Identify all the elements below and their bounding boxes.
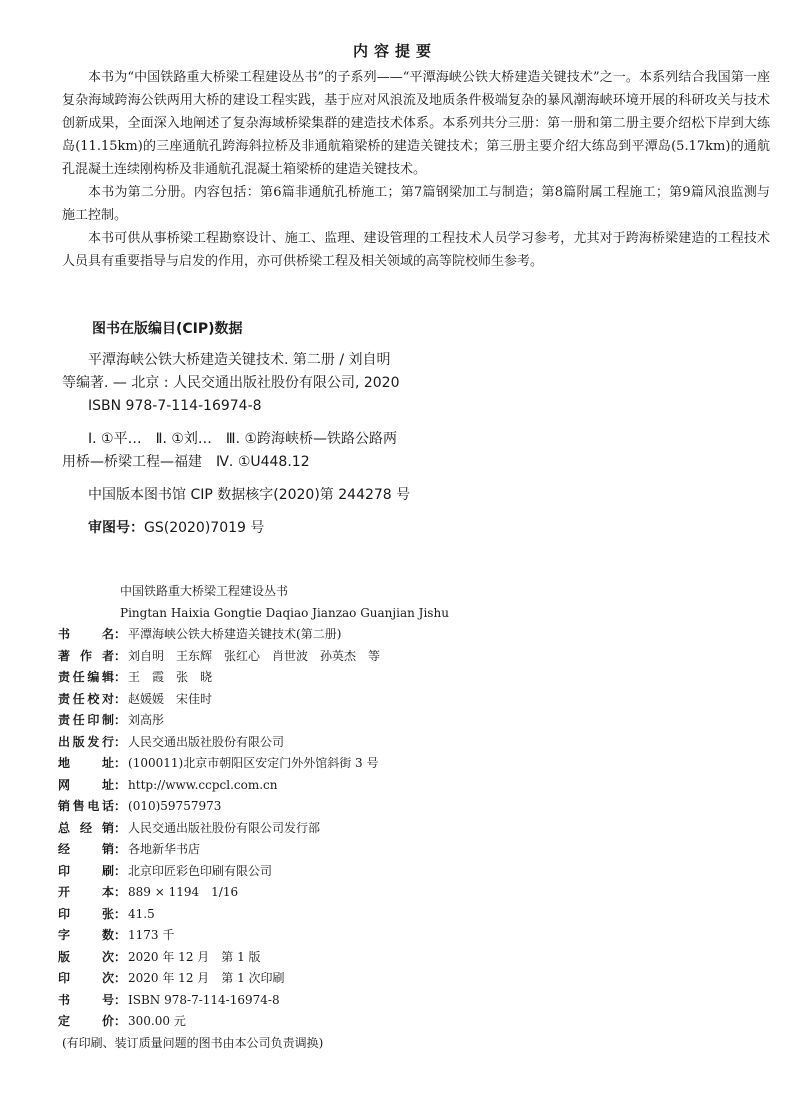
quality-note: (有印刷、装订质量问题的图书由本公司负责调换) xyxy=(62,1035,324,1050)
colophon-colon: ： xyxy=(114,777,127,792)
colophon-value: 北京印匠彩色印刷有限公司 xyxy=(128,863,273,878)
cip-line: 等编著. — 北京 : 人民交通出版社股份有限公司, 2020 xyxy=(62,375,400,391)
colophon-value: (010)59757973 xyxy=(128,799,222,813)
colophon-row xyxy=(58,710,770,732)
colophon-row xyxy=(58,990,770,1012)
cip-heading: 图书在版编目(CIP)数据 xyxy=(92,321,243,337)
map-review-number xyxy=(62,517,770,540)
colophon-colon: ： xyxy=(114,928,127,942)
colophon-label: 印张 xyxy=(58,906,114,921)
colophon-colon: ： xyxy=(114,949,127,964)
colophon-row xyxy=(58,624,770,646)
colophon-value: 各地新华书店 xyxy=(128,842,201,856)
colophon-value: 平潭海峡公铁大桥建造关键技术(第二册) xyxy=(128,627,342,641)
colophon-row xyxy=(58,904,770,926)
colophon-label: 印刷 xyxy=(58,863,114,878)
colophon-label: 责任印制 xyxy=(58,713,114,727)
summary-paragraph: 本书为“中国铁路重大桥梁工程建设丛书”的子系列——“平潭海峡公铁大桥建造关键技术”之一。本系列结合我国第一座复杂海域跨海公铁两用大桥的建设工程实践，基于应对风浪流及地质条件极端复杂的暴风潮海峡环境开展的科研攻关与技术创新成果，全面深入地阐述了复杂海域桥梁集群的建造技术体系。本系列共分三册：第一册和第二册主要介绍松下岸到大练岛(11.15km)的三座通航孔跨海斜拉桥及非通航箱梁桥的建造关键技术；第三册主要介绍大练岛到平潭岛(5.17km)的通航孔混凝土连续刚构桥及非通航孔混凝土箱梁桥的建造关键技术。 xyxy=(62,70,770,177)
colophon-value: ISBN 978-7-114-16974-8 xyxy=(128,992,280,1007)
colophon-row xyxy=(58,839,770,861)
colophon-row xyxy=(58,646,770,668)
colophon-row xyxy=(58,947,770,969)
colophon-row xyxy=(58,732,770,754)
map-review-label: 审图号： xyxy=(88,520,144,536)
colophon-value: 2020 年 12 月 第 1 次印刷 xyxy=(128,971,285,985)
colophon-value: http://www.ccpcl.com.cn xyxy=(128,777,278,792)
colophon-row xyxy=(58,1011,770,1033)
colophon-list xyxy=(58,624,770,1033)
colophon-label: 销售电话 xyxy=(58,799,114,813)
colophon-row xyxy=(58,925,770,947)
colophon-value: (100011)北京市朝阳区安定门外外馆斜街 3 号 xyxy=(128,756,379,770)
cip-line: ISBN 978-7-114-16974-8 xyxy=(88,398,262,414)
colophon-colon: ： xyxy=(114,863,127,878)
colophon-label: 版次 xyxy=(58,949,114,964)
colophon-colon: ： xyxy=(114,885,127,899)
colophon-label: 出版发行 xyxy=(58,734,114,749)
colophon-colon: ： xyxy=(114,906,127,921)
colophon-colon: ： xyxy=(114,691,127,706)
colophon-row xyxy=(58,882,770,904)
colophon-label: 开本 xyxy=(58,885,114,899)
colophon-label: 总经销 xyxy=(58,820,114,835)
series-block xyxy=(62,580,770,624)
colophon-label: 印次 xyxy=(58,971,114,985)
colophon-value: 王 霞 张 晓 xyxy=(128,670,213,684)
colophon-colon: ： xyxy=(114,1014,127,1028)
cip-line: Ⅰ. ①平… Ⅱ. ①刘… Ⅲ. ①跨海峡桥—铁路公路两 xyxy=(88,431,398,447)
colophon-value: 刘自明 王东辉 张红心 肖世波 孙英杰 等 xyxy=(128,648,381,663)
colophon-value: 刘高彤 xyxy=(128,713,165,727)
colophon-label: 责任编辑 xyxy=(58,670,114,684)
colophon-value: 1173 千 xyxy=(128,928,175,942)
colophon-value: 人民交通出版社股份有限公司发行部 xyxy=(128,820,321,835)
colophon-value: 赵媛媛 宋佳时 xyxy=(128,691,213,706)
colophon-colon: ： xyxy=(114,670,127,684)
colophon-value: 41.5 xyxy=(128,906,155,921)
colophon-colon: ： xyxy=(114,992,127,1007)
colophon-row xyxy=(58,861,770,883)
series-pinyin: Pingtan Haixia Gongtie Daqiao Jianzao Guanjian Jishu xyxy=(120,606,449,620)
colophon-colon: ： xyxy=(114,820,127,835)
colophon-label: 地址 xyxy=(58,756,114,770)
colophon-colon: ： xyxy=(114,648,127,663)
colophon-colon: ： xyxy=(114,756,127,770)
colophon-row xyxy=(58,775,770,797)
summary-title: 内容提要 xyxy=(352,42,437,60)
colophon-row xyxy=(58,796,770,818)
colophon-label: 经销 xyxy=(58,842,114,856)
cip-line: 用桥—桥梁工程—福建 Ⅳ. ①U448.12 xyxy=(62,454,310,470)
summary-paragraph: 本书为第二分册。内容包括：第6篇非通航孔桥施工；第7篇钢梁加工与制造；第8篇附属工程施工；第9篇风浪监测与施工控制。 xyxy=(62,185,770,223)
colophon-label: 书名 xyxy=(58,627,114,641)
series-title: 中国铁路重大桥梁工程建设丛书 xyxy=(120,584,289,598)
colophon-value: 2020 年 12 月 第 1 版 xyxy=(128,949,261,964)
colophon-row xyxy=(58,968,770,990)
colophon-colon: ： xyxy=(114,713,127,727)
colophon-row xyxy=(58,667,770,689)
colophon-label: 网址 xyxy=(58,777,114,792)
colophon-colon: ： xyxy=(114,799,127,813)
map-review-value: GS(2020)7019 号 xyxy=(144,520,265,536)
colophon-row xyxy=(58,818,770,840)
colophon-label: 书号 xyxy=(58,992,114,1007)
colophon-label: 著作者 xyxy=(58,648,114,663)
colophon-colon: ： xyxy=(114,734,127,749)
colophon-colon: ： xyxy=(114,627,127,641)
colophon-value: 人民交通出版社股份有限公司 xyxy=(128,734,285,749)
colophon-label: 字数 xyxy=(58,928,114,942)
colophon-label: 定价 xyxy=(58,1014,114,1028)
colophon-row xyxy=(58,689,770,711)
summary-paragraph: 本书可供从事桥梁工程勘察设计、施工、监理、建设管理的工程技术人员学习参考，尤其对于跨海桥梁建造的工程技术人员具有重要指导与启发的作用，亦可供桥梁工程及相关领域的高等院校师生参考。 xyxy=(62,231,770,269)
cip-line: 中国版本图书馆 CIP 数据核字(2020)第 244278 号 xyxy=(88,487,411,503)
cip-line: 平潭海峡公铁大桥建造关键技术. 第二册 / 刘自明 xyxy=(88,352,391,368)
colophon-row xyxy=(58,753,770,775)
colophon-colon: ： xyxy=(114,971,127,985)
colophon-colon: ： xyxy=(114,842,127,856)
colophon-value: 300.00 元 xyxy=(128,1014,186,1028)
colophon-label: 责任校对 xyxy=(58,691,114,706)
colophon-value: 889 × 1194 1/16 xyxy=(128,885,239,899)
